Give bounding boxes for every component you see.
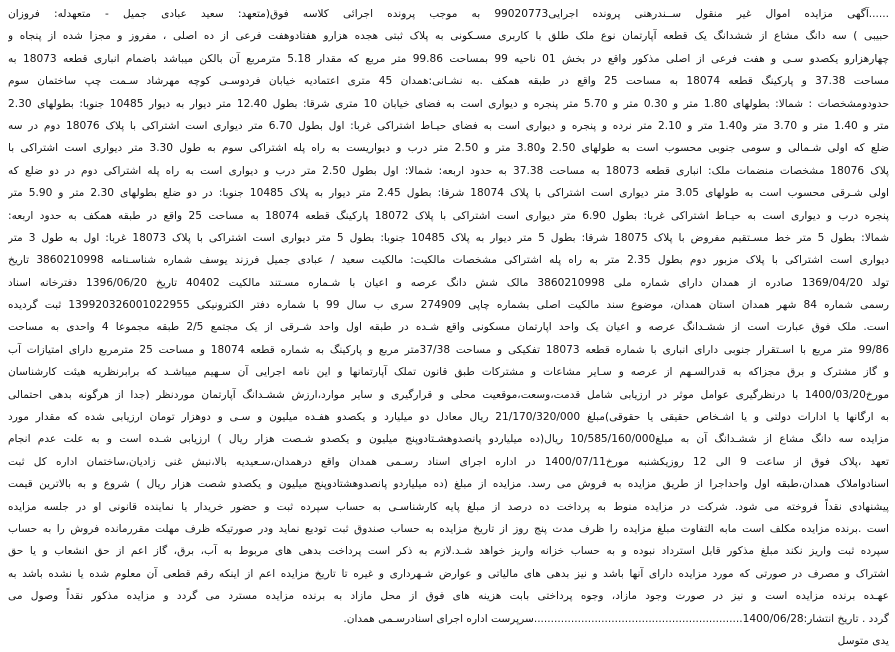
notice-line: متر و 1.40 متر و 3.70 متر و1.40 متر و 2.10 متر نرده و پنجره و دیواری است به فضای حیـاط اشتراکی غربا: اول بطول 6.70 متر دیواری است اشتراکی با پلاک 18076 دوم در سه xyxy=(8,119,889,132)
notice-line: 99/86 متر مربع با اسـتقرار جنوبی دارای انباری با شماره قطعه 18073 تفکیکی و مساحت 37/38متر مربع و پارکینگ به شماره قطعه 18074 و مساحت 25 مترمربع دارای امتیازات آب xyxy=(8,343,889,356)
notice-line: پیشنهادی نقداً فروخته می شود. شرکت در مزایده منوط به پرداخت ده درصد از مبلغ پایه کارشناسـی به حساب سپرده ثبت و حضور خریدار یا نماینده قانونی او در جلسه مزایده xyxy=(8,500,889,513)
notice-line: ضلع که اولی شـمالی و سومی جنوبی محسوب است به طولهای 2.50 و3.80 متر و 2.50 متر درب و دیواریست به راه پله اشتراکی سوم به طول 3.30 متر دیواری است اشتراکی با xyxy=(8,142,889,155)
notice-line-publication-date: گردد . تاریخ انتشار:1400/06/28..............................................................سرپرست اداره اجرای اسنادرسـمی همدان. xyxy=(343,612,889,625)
notice-line: رسمی شماره 84 شهر همدان استان همدان، موضوع سند مالکیت اصلی بشماره چاپی 274909 سری ب سال 99 با شماره دفتر الکترونیکی 139920326001022955 ثبت گردیده xyxy=(8,299,889,312)
notice-line: مزایده سه دانگ مشاع از ششـدانگ آن به مبلغ10/585/160/000 ریال(ده میلیاردو پانصدوهشـتادوپنج میلیون و یکصدو شـصت هزار ریال ) ارزیابی شـده است و به علت عدم انجام xyxy=(8,433,889,446)
notice-line: دیواری است اشتراکی با پلاک مزبور دوم بطول 2.35 متر به راه پله اشتراکی مشخصات مالکیت: مالکیت سعید / عبادی جمیل فرزند یوسف شماره شناسـنامه 3860210998 تاریخ xyxy=(8,254,889,267)
notice-line: شمالا: بطول 5 متر خط مسـتقیم مفروض با پلاک 18075 شرقا: بطول 5 متر دیوار به پلاک 10485 جنوبا: بطول 5 متر دیواری است اشتراکی با پلاک 18073 غربا: اول به طول 3 متر xyxy=(8,231,889,244)
notice-line: است. ملک فوق عبارت است از ششـدانگ عرصه و اعیان یک واحد اپارتمان مسکونی واقع شـده در طبقه اول واحد شـرقی از یک مجتمع 2/5 طبقه مجموعا 4 واحدی به مساحت xyxy=(8,321,889,334)
notice-line: تعهد ،پلاک فوق از ساعت 9 الی 12 روزیکشنبه مورخ1400/07/11 در اداره اجرای اسناد رسـمی همدان واقع درهمدان،سـعیدیه بالا،نبش غنی زادیان،ساختمان اداره کل ثبت xyxy=(8,455,889,468)
notice-line: اولی شـرقی محسوب است به طولهای 3.05 متر دیواری است اشتراکی با پلاک 18074 شرقا: بطول 2.45 متر دیوار به پلاک 10485 جنوبا: در دو ضلع بطولهای 2.30 متر و 5.90 متر xyxy=(8,187,889,200)
notice-line: پلاک 18076 مشخصات منضمات ملک: انباری قطعه 18073 به مساحت 37.38 به حدود اربعه: شمالا: اول بطول 2.50 متر درب و دیواری است به راه پله اشتراکی دوم در دو ضلع که xyxy=(8,164,889,177)
notice-body xyxy=(8,3,889,630)
notice-line: و گاز مشترک و برق مجزاکه به قدرالسـهم از عرصه و سـایر مشاعات و مشترکات طبق قانون تملک آپارتمانها و این نامه اجرایی آن سـهیم میباشـد که برابرنظریه هیئت کارشناسان xyxy=(8,366,889,379)
notice-line: تولد 1369/04/20 صادره از همدان دارای شماره ملی 3860210998 مالک شش دانگ عرصه و اعیان با شـماره مسـتند مالکیت 40402 تاریخ 1396/06/20 دفترخانه اسناد xyxy=(8,276,889,289)
notice-line: است .برنده مزایده مکلف است مابه التفاوت مبلغ مزایده را ظرف مدت پنج روز از تاریخ مزایده به حساب صندوق ثبت تودیع نماید ودر صورتیکه ظرف مهلت مقررمانده فروش را به حساب xyxy=(8,522,889,535)
notice-line: مورخ1400/03/20 با درنظرگیری عوامل موثر در ارزیابی شامل قدمت،وسعت،موقعیت محلی و قرارگیری و سایر موارد،ارزش ششـدانگ آپارتمان موردنظر (جدا از هرگونه بدهی احتمالی xyxy=(8,388,889,401)
notice-line: اسنادواملاک همدان،طبقه اول واحداجرا از طریق مزایده به فروش می رسد. مزایده از مبلغ (ده میلیاردو پانصدوهشتادوپنج میلیون و یکصدو شصت هزار ریال ) شروع و به بالاترین قیمت xyxy=(8,478,889,491)
notice-signature: یدی متوسل xyxy=(837,634,889,647)
notice-line: پنجره درب و دیواری است به حیـاط اشتراکی غربا: بطول 6.90 متر دیواری است اشتراکی با پلاک 18072 پارکینگ قطعه 18074 به مساحت 25 واقع در طبقه همکف به حدود اربعه: xyxy=(8,209,889,222)
notice-line: حبیبی ) سه دانگ مشاع از ششدانگ یک قطعه آپارتمان نوع ملک طلق با کاربری مسـکونی به پلاک ثبتی هجده هزارو هفتادوهفت فرعی از ده اصلی ، مفروز و مجزا شده از پنجاه و xyxy=(8,30,889,43)
notice-line: مساحت 37.38 و پارکینگ قطعه 18074 به مساحت 25 واقع در طبقه همکف .به نشـانی:همدان 45 متری اعتمادیه خیابان فردوسـی کوچه مهرشاد سـمت چپ ساختمان سوم xyxy=(8,75,889,88)
notice-line: حدودومشخصات : شمالا: بطولهای 1.80 متر و 0.30 متر و 5.70 متر پنجره و دیواری است به فضای خیابان 10 متری شرقا: بطول 12.40 متر دیوار به دیوار 10485 جنوبا: بطولهای 2.30 xyxy=(8,97,889,110)
notice-line: به ارگانها یا ادارات دولتی و یا اشـخاص حقیقی یا حقوقی)مبلغ 21/170/320/000 ریال معادل دو میلیارد و یکصدو هفـده میلیون و سـی و دوهزار تومان ارزیابی شده که مقدار مورد xyxy=(8,411,889,424)
notice-line: سپرده ثبت واریز نکند مبلغ مذکور قابل استرداد نبوده و به حساب خزانه واریز خواهد شـد.لازم به ذکر است پرداخت بدهی های مربوط به آب، برق، گاز اعم از حق انشعاب و یا حق xyxy=(8,545,889,558)
notice-line: عهـده برنده مزایده است و نیز در صورت وجود مازاد، وجوه پرداختی بابت هزینه های فوق از محل مازاد به برنده مزایده مسترد می گردد و مزایده مذکور نقداً وصول می xyxy=(8,590,889,603)
notice-line: چهارهزارو یکصدو سـی و هفت فرعی از اصلی مذکور واقع در بخش 01 ناحیه 99 بمساحت 99.86 متر مربع که مقدار 5.18 مترمربع آن بالکن میباشد باضمام انباری قطعه 18073 به xyxy=(8,52,889,65)
notice-line: اشتراک و مصرف در صورتی که مورد مزایده دارای آنها باشد و نیز بدهی های مالیاتی و عوارض شـهرداری و غیره تا تاریخ مزایده اعم از اینکه رقم قطعی آن معلوم شده یا نشده باشد به xyxy=(8,567,889,580)
notice-line: ......آگهی مزایده اموال غیر منقول ســندرهنی پرونده اجرایی99020773 به موجب پرونده اجرائی کلاسه فوق(متعهد: سعید عبادی جمیل - متعهدله: فروزان xyxy=(8,8,889,20)
